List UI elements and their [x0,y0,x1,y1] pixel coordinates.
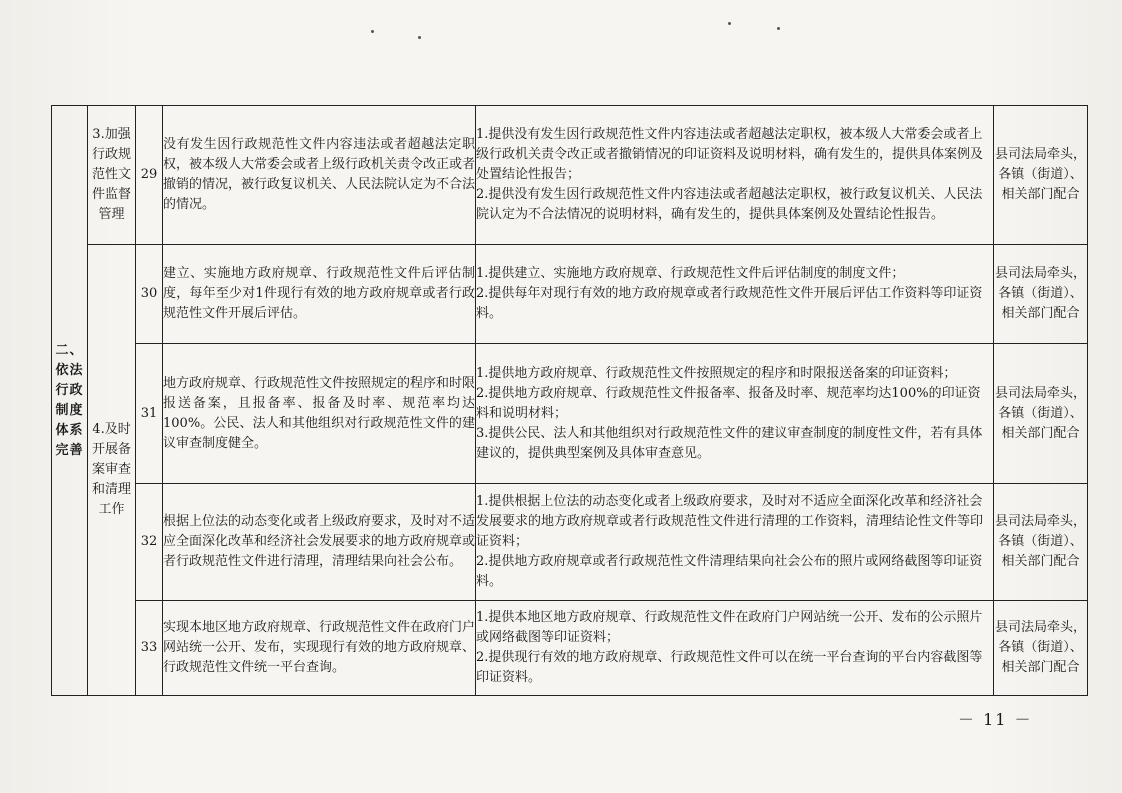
requirement-cell: 实现本地区地方政府规章、行政规范性文件在政府门户网站统一公开、发布，实现现行有效的地方政府规章、行政规范性文件统一平台查询。 [163,601,476,696]
evidence-cell [476,601,994,696]
evidence-item: 1.提供根据上位法的动态变化或者上级政府要求，及时对不适应全面深化改革和经济社会发展要求的地方政府规章或者行政规范性文件进行清理的工作资料，清理结论性文件等印证资料； [476,494,984,549]
evidence-cell [476,484,994,601]
evidence-item: 2.提供地方政府规章、行政规范性文件报备率、报备及时率、规范率均达100%的印证资料和说明材料； [476,385,981,421]
item-number: 32 [136,484,163,601]
evidence-cell [476,106,994,245]
table-row [52,344,1088,484]
item-number: 30 [136,245,163,344]
subcategory-cell: 4.及时开展备案审查和清理工作 [88,245,136,696]
evidence-cell [476,245,994,344]
evidence-item: 1.提供建立、实施地方政府规章、行政规范性文件后评估制度的制度文件； [476,266,905,281]
item-number: 31 [136,344,163,484]
category-cell: 二、依法行政制度体系完善 [52,106,88,696]
scan-speck [371,30,374,33]
scan-speck [777,27,780,30]
table-row [52,245,1088,344]
responsible-cell: 县司法局牵头，各镇（街道）、相关部门配合 [994,245,1088,344]
evidence-item: 1.提供本地区地方政府规章、行政规范性文件在政府门户网站统一公开、发布的公示照片或网络截图等印证资料； [476,610,983,645]
scan-speck [728,22,731,25]
evidence-item: 2.提供每年对现行有效的地方政府规章或者行政规范性文件开展后评估工作资料等印证资料。 [476,286,983,321]
evidence-cell [476,344,994,484]
evidence-item: 2.提供现行有效的地方政府规章、行政规范性文件可以在统一平台查询的平台内容截图等印证资料。 [476,650,983,685]
item-number: 29 [136,106,163,245]
item-number: 33 [136,601,163,696]
evidence-item: 2.提供地方政府规章或者行政规范性文件清理结果向社会公布的照片或网络截图等印证资料。 [476,554,983,589]
evidence-item: 1.提供没有发生因行政规范性文件内容违法或者超越法定职权，被本级人大常委会或者上级行政机关责令改正或者撤销情况的印证资料及说明材料，确有发生的，提供具体案例及处置结论性报告； [476,127,984,182]
responsible-cell: 县司法局牵头，各镇（街道）、相关部门配合 [994,601,1088,696]
table-row [52,601,1088,696]
evidence-item: 2.提供没有发生因行政规范性文件内容违法或者超越法定职权，被行政复议机关、人民法院认定为不合法情况的说明材料，确有发生的，提供具体案例及处置结论性报告。 [476,187,983,222]
requirement-cell: 地方政府规章、行政规范性文件按照规定的程序和时限报送备案，且报备率、报备及时率、规范率均达100%。公民、法人和其他组织对行政规范性文件的建议审查制度健全。 [163,344,476,484]
requirement-cell: 根据上位法的动态变化或者上级政府要求，及时对不适应全面深化改革和经济社会发展要求的地方政府规章或者行政规范性文件进行清理，清理结果向社会公布。 [163,484,476,601]
table-row [52,106,1088,245]
page-number: － 11 － [958,710,1033,729]
table-row [52,484,1088,601]
responsible-cell: 县司法局牵头，各镇（街道）、相关部门配合 [994,484,1088,601]
requirement-cell: 没有发生因行政规范性文件内容违法或者超越法定职权，被本级人大常委会或者上级行政机关责令改正或者撤销的情况，被行政复议机关、人民法院认定为不合法的情况。 [163,106,476,245]
subcategory-cell: 3.加强行政规范性文件监督管理 [88,106,136,245]
scan-speck [418,36,421,39]
evaluation-table [51,105,1088,696]
evidence-item: 3.提供公民、法人和其他组织对行政规范性文件的建议审查制度的制度性文件，若有具体建议的，提供典型案例及具体审查意见。 [476,425,983,461]
requirement-cell: 建立、实施地方政府规章、行政规范性文件后评估制度，每年至少对1件现行有效的地方政府规章或者行政规范性文件开展后评估。 [163,245,476,344]
evidence-item: 1.提供地方政府规章、行政规范性文件按照规定的程序和时限报送备案的印证资料； [476,365,957,381]
responsible-cell: 县司法局牵头，各镇（街道）、相关部门配合 [994,106,1088,245]
responsible-cell: 县司法局牵头，各镇（街道）、相关部门配合 [994,344,1088,484]
